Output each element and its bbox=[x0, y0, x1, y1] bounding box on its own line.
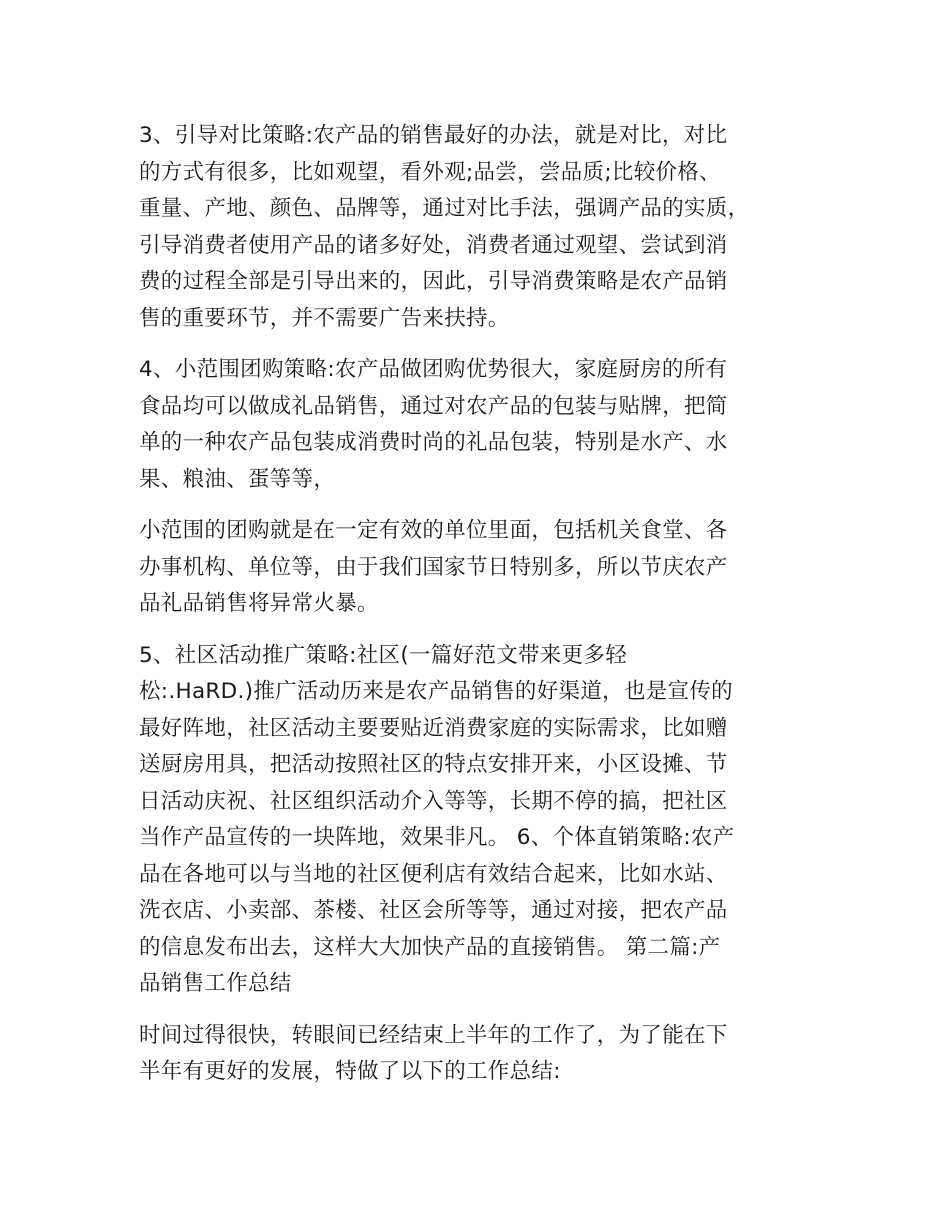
text-line: 的方式有很多，比如观望，看外观;品尝，尝品质;比较价格、 bbox=[139, 159, 721, 185]
text-line: 品在各地可以与当地的社区便利店有效结合起来，比如水站、 bbox=[139, 861, 728, 887]
text-line: 4、小范围团购策略:农产品做团购优势很大，家庭厨房的所有 bbox=[139, 357, 728, 382]
text-line: 松:.HaRD.)推广活动历来是农产品销售的好渠道，也是宣传的 bbox=[139, 679, 733, 704]
text-line: 3、引导对比策略:农产品的销售最好的办法，就是对比，对比 bbox=[139, 123, 728, 148]
text-line: 5、社区活动推广策略:社区(一篇好范文带来更多轻 bbox=[139, 642, 628, 668]
text-line: 食品均可以做成礼品销售，通过对农产品的包装与贴牌，把简 bbox=[139, 393, 728, 419]
text-line: 售的重要环节，并不需要广告来扶持。 bbox=[139, 305, 510, 331]
text-line: 当作产品宣传的一块阵地，效果非凡。 6、个体直销策略:农产 bbox=[139, 825, 735, 850]
text-line: 洗衣店、小卖部、茶楼、社区会所等等，通过对接，把农产品 bbox=[139, 898, 728, 923]
text-line: 办事机构、单位等，由于我们国家节日特别多，所以节庆农产 bbox=[139, 554, 728, 580]
text-line: 时间过得很快，转眼间已经结束上半年的工作了，为了能在下 bbox=[139, 1022, 728, 1048]
text-line: 最好阵地，社区活动主要要贴近消费家庭的实际需求，比如赠 bbox=[139, 715, 728, 741]
text-line: 送厨房用具，把活动按照社区的特点安排开来，小区设摊、节 bbox=[139, 752, 728, 777]
text-line: 日活动庆祝、社区组织活动介入等等，长期不停的搞，把社区 bbox=[139, 788, 728, 814]
text-line: 重量、产地、颜色、品牌等，通过对比手法，强调产品的实质， bbox=[139, 196, 750, 221]
document-body bbox=[139, 118, 819, 1106]
paragraph-strategy-3 bbox=[139, 118, 819, 337]
text-line: 单的一种农产品包装成消费时尚的礼品包装，特别是水产、水 bbox=[139, 430, 728, 455]
text-line: 品礼品销售将异常火暴。 bbox=[139, 591, 379, 616]
text-line: 小范围的团购就是在一定有效的单位里面，包括机关食堂、各 bbox=[139, 518, 728, 543]
paragraph-summary-intro bbox=[139, 1018, 819, 1091]
paragraph-group-purchase bbox=[139, 513, 819, 623]
text-line: 费的过程全部是引导出来的，因此，引导消费策略是农产品销 bbox=[139, 269, 728, 294]
text-line: 的信息发布出去，这样大大加快产品的直接销售。 第二篇:产 bbox=[139, 934, 721, 960]
text-line: 品销售工作总结 bbox=[139, 971, 292, 996]
text-line: 半年有更好的发展，特做了以下的工作总结: bbox=[139, 1059, 561, 1084]
text-line: 引导消费者使用产品的诸多好处，消费者通过观望、尝试到消 bbox=[139, 232, 728, 258]
paragraph-strategy-4 bbox=[139, 352, 819, 498]
text-line: 果、粮油、蛋等等， bbox=[139, 466, 336, 492]
paragraph-strategy-5-6 bbox=[139, 638, 819, 1003]
